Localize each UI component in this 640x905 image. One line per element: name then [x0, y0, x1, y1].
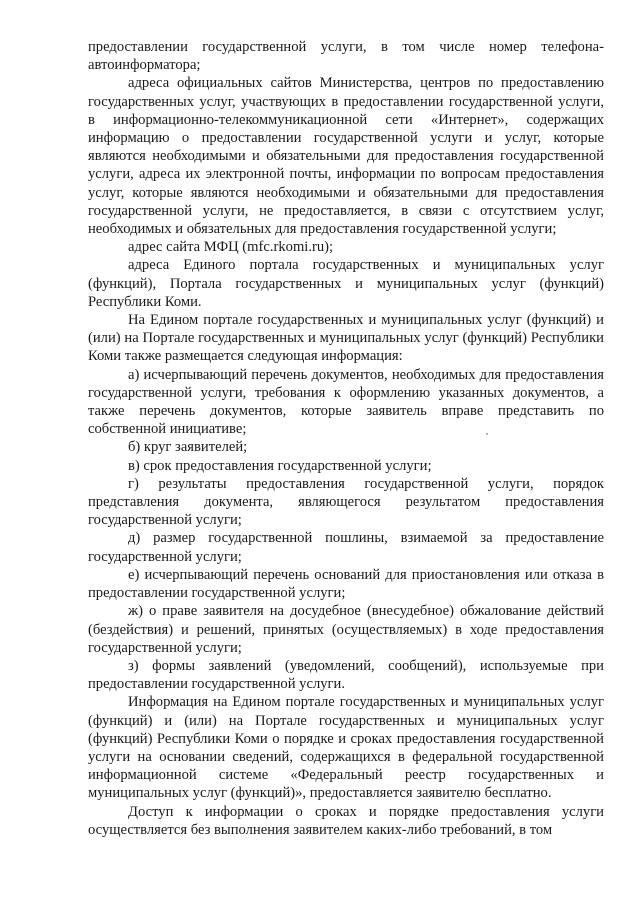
list-item-z-forms: з) формы заявлений (уведомлений, сообщений), используемые при предоставлении государственной услуги. [88, 657, 604, 693]
list-item-v-term: в) срок предоставления государственной услуги; [128, 457, 432, 474]
list-item-zh-appeal: ж) о праве заявителя на досудебное (внесудебное) обжалование действий (бездействия) и решений, принятых (осуществляемых) в ходе предоставления государственной услуги; [88, 603, 604, 656]
paragraph-portal-addresses: адреса Единого портала государственных и муниципальных услуг (функций), Портала государственных и муниципальных услуг (функций) Республики Коми. [88, 257, 604, 310]
paragraph-portal-info-intro: На Едином портале государственных и муниципальных услуг (функций) и (или) на Портале государственных и муниципальных услуг (функций) Республики Коми также размещается следующая информация: [88, 312, 604, 365]
document-body [88, 38, 604, 839]
paragraph-free-information: Информация на Едином портале государственных и муниципальных услуг (функций) и (или) на Портале государственных и муниципальных услуг (функций) Республики Коми о порядке и сроках предоставления государственной услуги на основании сведений, содержащихся в федеральной государственной информационной системе «Федеральный реестр государственных и муниципальных услуг (функций)», предоставляется заявителю бесплатно. [88, 694, 604, 802]
list-item-e-refusal-grounds: е) исчерпывающий перечень оснований для приостановления или отказа в предоставлении государственной услуги; [88, 566, 604, 602]
list-item-a-documents: а) исчерпывающий перечень документов, необходимых для предоставления государственной услуги, требования к оформлению указанных документов, а также перечень документов, которые заявитель вправе представить по собственной инициативе; [88, 366, 604, 438]
paragraph-official-sites: адреса официальных сайтов Министерства, центров по предоставлению государственных услуг, участвующих в предоставлении государственной услуги, в информационно-телекоммуникационной сети «Интернет», содержащих информацию о предоставлении государственной услуги и услуг, которые являются необходимыми и обязательными для предоставления государственной услуги, адреса их электронной почты, информации по вопросам предоставления услуг, которые являются необходимыми и обязательными для предоставления государственной услуги, не предоставляется, в связи с отсутствием услуг, необходимых и обязательных для предоставления государственной услуги; [88, 75, 604, 238]
paragraph-phone-autoinformer: предоставлении государственной услуги, в том числе номер телефона-автоинформатора; [88, 39, 604, 74]
list-item-b-applicants: б) круг заявителей; [128, 439, 248, 456]
list-item-g-results: г) результаты предоставления государственной услуги, порядок представления документа, являющегося результатом предоставления государственной услуги; [88, 475, 604, 529]
paragraph-access-info: Доступ к информации о сроках и порядке предоставления услуги осуществляется без выполнения заявителем каких-либо требований, в том [88, 803, 604, 838]
list-item-d-fee: д) размер государственной пошлины, взимаемой за предоставление государственной услуги; [88, 530, 604, 565]
paragraph-mfc-site: адрес сайта МФЦ (mfc.rkomi.ru); [128, 239, 334, 256]
scan-speck [486, 433, 488, 435]
